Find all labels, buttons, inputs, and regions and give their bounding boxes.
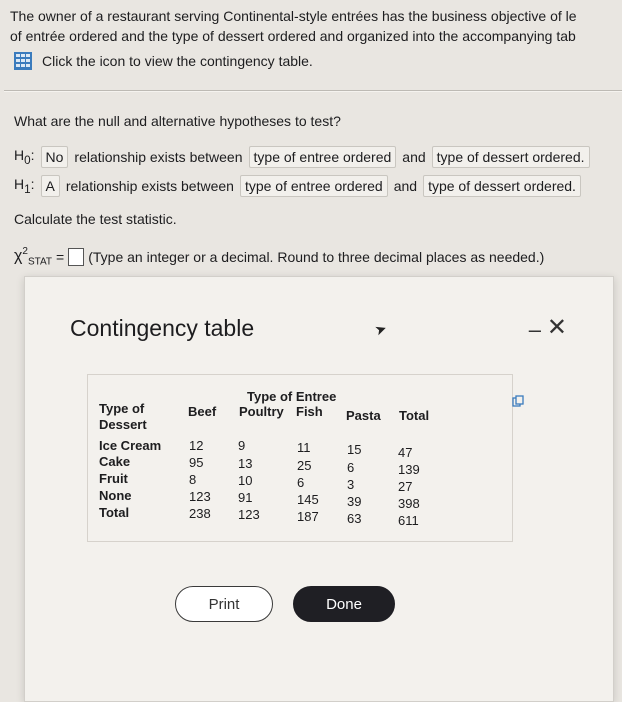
cell: 611 (398, 513, 419, 528)
contingency-table-modal (24, 276, 614, 702)
row-header-2: Dessert (99, 417, 147, 432)
cell: 47 (398, 445, 413, 460)
h0-and: and (402, 149, 426, 165)
row-label: Cake (99, 454, 131, 469)
h0-choice-dropdown[interactable]: No (41, 146, 69, 168)
col-header-pasta: Pasta (346, 408, 381, 423)
col-header-beef: Beef (188, 404, 217, 419)
cell: 123 (238, 507, 260, 522)
h1-mid: relationship exists between (65, 178, 234, 194)
row-label: None (99, 488, 132, 503)
h0-mid: relationship exists between (74, 149, 243, 165)
row-label: Fruit (99, 471, 128, 486)
h1-choice-dropdown[interactable]: A (41, 175, 60, 197)
col-header-total: Total (399, 408, 430, 423)
h1-var1-dropdown[interactable]: type of entree ordered (240, 175, 388, 197)
close-button[interactable]: ✕ (546, 314, 567, 341)
h0-var2-dropdown[interactable]: type of dessert ordered. (432, 146, 590, 168)
row-label: Total (99, 505, 130, 520)
print-button[interactable]: Print (175, 586, 273, 622)
chi-square-symbol: $\chi^2_{STAT}$ (14, 246, 53, 268)
cell: 27 (398, 479, 413, 494)
col-header-fish: Fish (296, 404, 323, 419)
cell: 15 (347, 442, 362, 457)
problem-intro (10, 6, 616, 46)
mouse-cursor-icon: ➤ (372, 319, 389, 339)
cell: 9 (238, 438, 246, 453)
intro-line-1: The owner of a restaurant serving Continental-style entrées has the business objective of le (10, 8, 577, 24)
cell: 39 (347, 494, 362, 509)
cell: 11 (297, 440, 311, 455)
cell: 398 (398, 496, 420, 511)
cell: 187 (297, 509, 319, 524)
copy-icon[interactable] (512, 395, 524, 407)
cell: 25 (297, 458, 312, 473)
cell: 8 (189, 472, 197, 487)
group-header: Type of Entree (247, 389, 337, 404)
modal-title: Contingency table (70, 315, 255, 341)
cell: 3 (347, 477, 355, 492)
intro-line-2: of entrée ordered and the type of dessert ordered and organized into the accompanying tab (10, 28, 576, 44)
view-table-text: Click the icon to view the contingency table. (42, 53, 313, 69)
h1-label: $H_1$: (14, 176, 35, 196)
chi-square-answer-input[interactable] (68, 248, 84, 266)
alt-hypothesis (14, 175, 581, 197)
cell: 238 (189, 506, 211, 521)
h1-var2-dropdown[interactable]: type of dessert ordered. (423, 175, 581, 197)
null-hypothesis (14, 146, 590, 168)
contingency-table (87, 374, 513, 542)
section-divider (4, 90, 622, 91)
cell: 6 (297, 475, 305, 490)
cell: 13 (238, 456, 253, 471)
cell: 10 (238, 473, 253, 488)
h1-and: and (393, 178, 418, 194)
equals-sign: = (56, 248, 65, 265)
h0-label: $H_0$: (14, 147, 35, 167)
hypotheses-question: What are the null and alternative hypotheses to test? (14, 113, 341, 129)
h0-var1-dropdown[interactable]: type of entree ordered (249, 146, 397, 168)
cell: 145 (297, 492, 319, 507)
cell: 123 (189, 489, 211, 504)
cell: 63 (347, 511, 362, 526)
chi-square-row (14, 246, 544, 268)
cell: 91 (238, 490, 253, 505)
view-table-link[interactable] (14, 52, 313, 70)
cell: 95 (189, 455, 204, 470)
table-grid-icon[interactable] (14, 52, 32, 70)
answer-hint: (Type an integer or a decimal. Round to three decimal places as needed.) (88, 248, 545, 265)
col-header-poultry: Poultry (239, 404, 284, 419)
cell: 139 (398, 462, 420, 477)
cell: 6 (347, 460, 355, 475)
cell: 12 (189, 438, 204, 453)
calc-instruction: Calculate the test statistic. (14, 211, 177, 227)
done-button[interactable]: Done (293, 586, 395, 622)
row-label: Ice Cream (99, 438, 162, 453)
minimize-button[interactable]: – (528, 317, 541, 342)
row-header-1: Type of (99, 401, 145, 416)
